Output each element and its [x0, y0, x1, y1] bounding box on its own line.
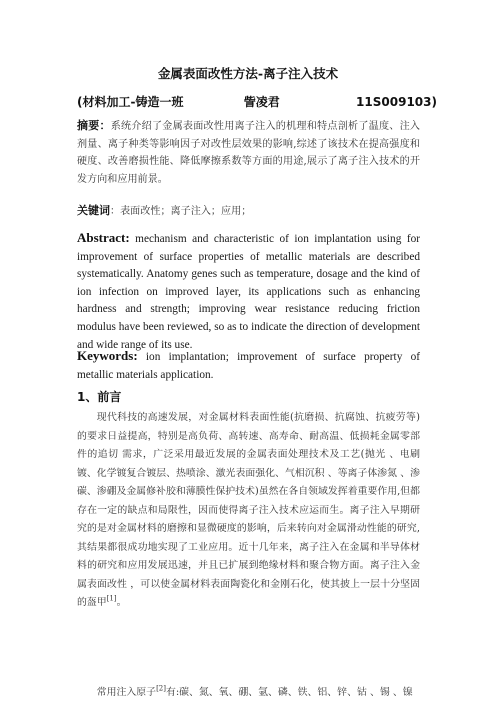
intro-paragraph-2-start: 常用注入原子 [96, 687, 157, 698]
intro-paragraph-2 [77, 684, 420, 703]
keywords-en-text: ion implantation; improvement of surface property of metallic materials application. [77, 351, 420, 381]
abstract-cn [77, 117, 420, 188]
section-heading: 1、前言 [77, 390, 122, 404]
citation-ref: [1] [106, 594, 117, 603]
citation-ref: [2] [156, 684, 166, 693]
document-title: 金属表面改性方法-离子注入技术 [157, 66, 339, 81]
keywords-en-label: Keywords: [77, 348, 138, 363]
intro-paragraph-1-text: 现代科技的高速发展，对金属材料表面性能(抗磨损、抗腐蚀、抗疲劳等)的要求日益提高，特别是高负荷、高转速、高寿命、耐高温、低损耗金属零部件的追切 需求，广泛采用最近发展的金属表面处理技术及工艺(抛光 、电刷镀、化学镀复合镀层、热喷涂、激光表面强化、气相沉积 、等离子体渗氮 、渗碳、渗硼及金属修补胶和薄膜性保护技术)虽然在各自领域发挥着重要作用,但都存在一定的缺点和局限性，因而使得离子注入技术应运而生。离子注入早期研究的是对金属材料的磨擦和显微硬度的影响，后来转向对金属滑动性能的研究,其结果都很成功地实现了工业应用。近十几年来，离子注入在金属和半导体材料的研究和应用发展迅速，并且已扩展到绝缘材料和聚合物方面。离子注入金属表面改性 ，可以使金属材料表面陶瓷化和金刚石化，使其披上一层十分坚固的盔甲 [77, 412, 420, 608]
subtitle-author: 訾凌君 [243, 95, 280, 109]
keywords-cn-label: 关键词 [77, 204, 110, 217]
subtitle-course: (材料加工-铸造一班 [77, 95, 184, 109]
subtitle-student-id: 11S009103) [356, 95, 437, 109]
intro-paragraph-1 [77, 409, 420, 613]
abstract-en-text: mechanism and characteristic of ion implantation using for improvement of surface properties of metallic materials are described systematically. Anatomy genes such as temperature, dosage and the kind of ion infection on improved layer, its applications such as enhancing hardness and strength; improving wear resistance reducing friction modulus have been reviewed, so as to indicate the direction of development and wide range of its use. [77, 233, 420, 351]
keywords-cn-text: ：表面改性；离子注入；应用； [110, 206, 252, 217]
keywords-en [77, 347, 420, 384]
keywords-cn [77, 202, 420, 221]
abstract-cn-label: 摘要： [77, 119, 111, 132]
abstract-cn-text: 系统介绍了金属表面改性用离子注入的机理和特点剖析了温度、注入剂量、离子种类等影响因子对改性层效果的影响,综述了该技术在提高强度和硬度、改善磨损性能、降低摩擦系数等方面的用途,展示了离子注入技术的开发方向和应用前景。 [77, 121, 421, 185]
abstract-en [77, 229, 420, 354]
abstract-en-label: Abstract: [77, 230, 130, 245]
document-subtitle [77, 93, 437, 110]
intro-paragraph-2-rest: 有:碳、氮、氧、硼、氩、磷、铁、铝、锌、钴 、锡 、镍 [165, 687, 413, 698]
intro-paragraph-1-end: 。 [116, 597, 127, 608]
